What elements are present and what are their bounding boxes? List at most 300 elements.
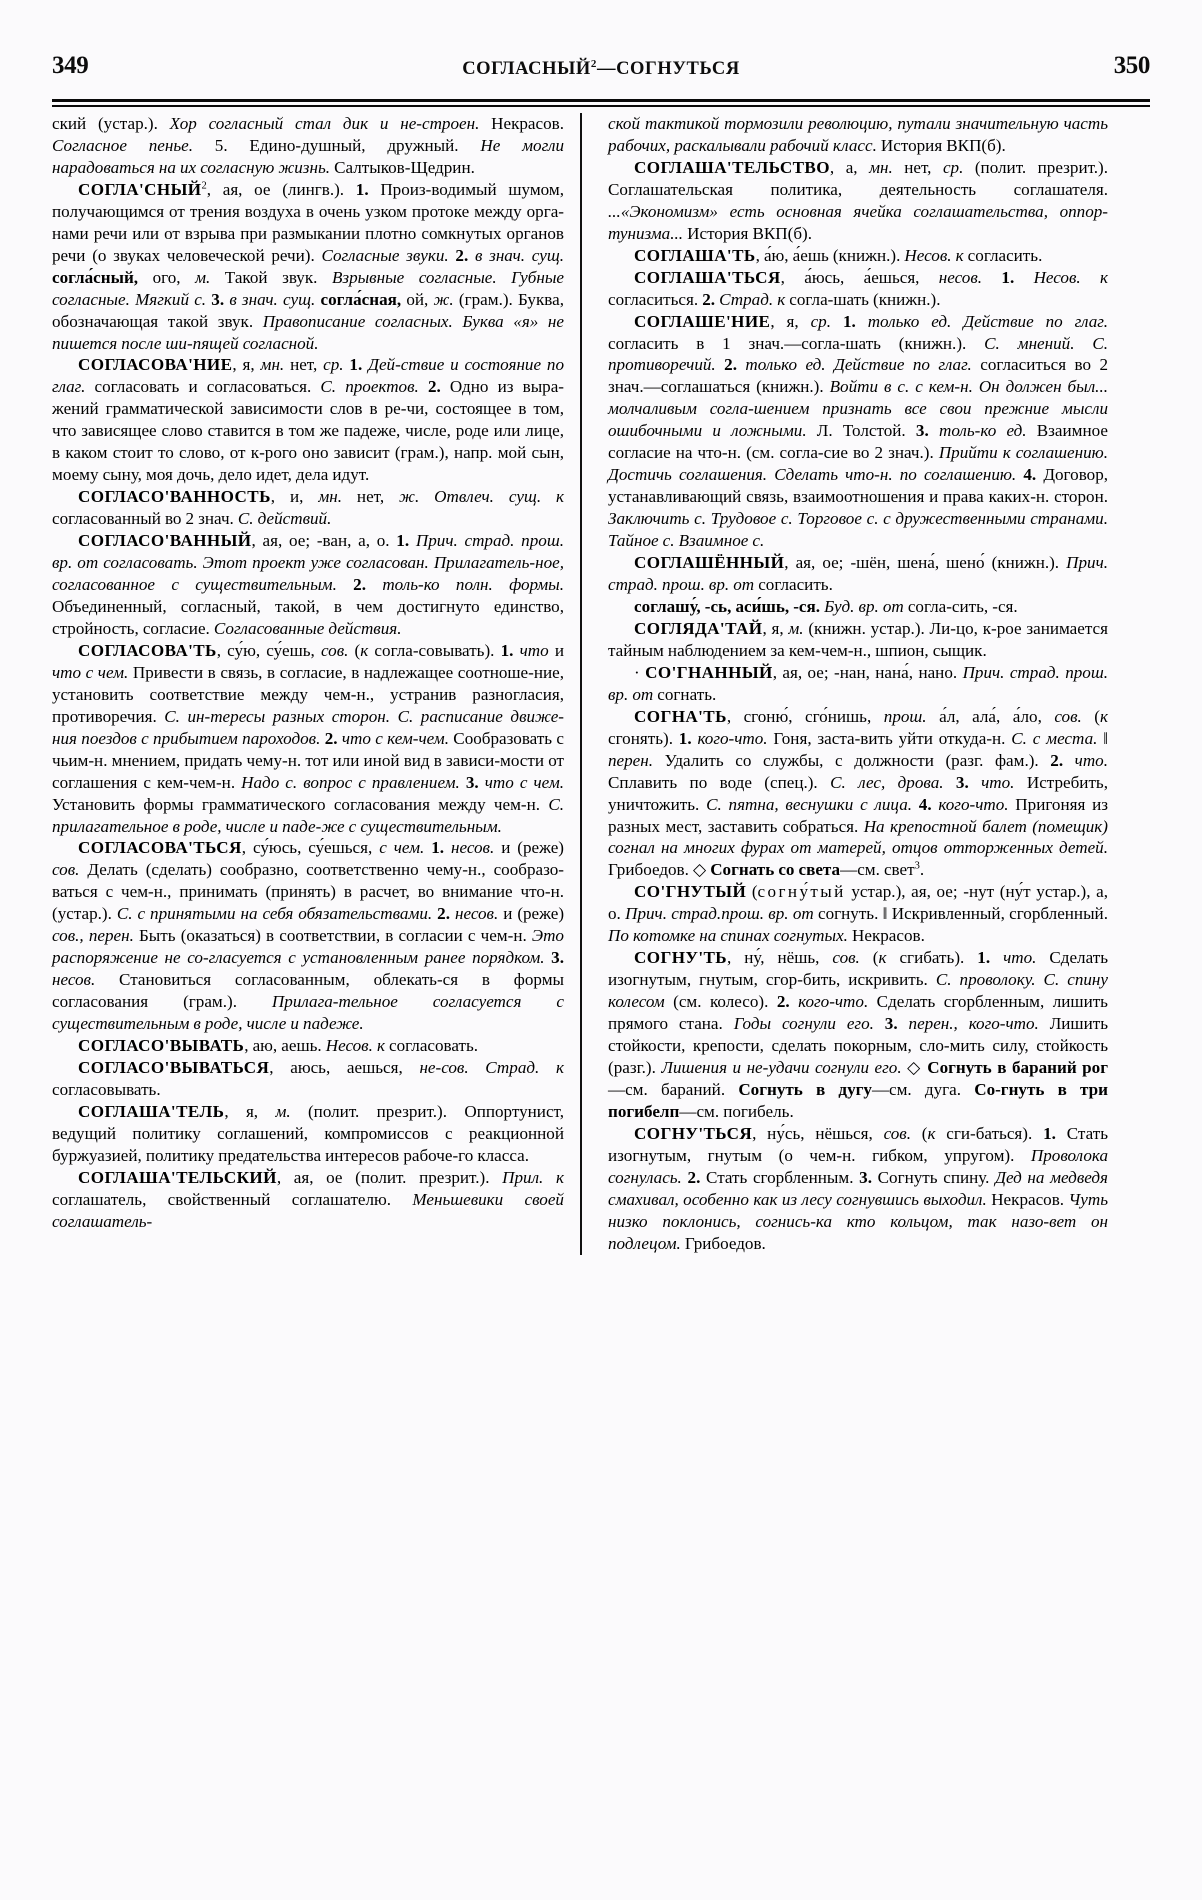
italic-text: к <box>878 948 887 968</box>
headword: СОГЛАША'ТЕЛЬСТВО <box>634 157 830 177</box>
body-text: (книжн. устар.). Ли-цо, к-рое занимается тайным наблюдением за кем-чем-н., шпион, сыщик. <box>608 618 1108 660</box>
italic-text: что с кем-чем. <box>341 728 449 748</box>
bold-text: 1. <box>1001 267 1015 287</box>
italic-text: С. пятна, веснушки с лица. <box>706 794 913 814</box>
bold-text: Согнуть в дугу <box>738 1079 872 1099</box>
body-text <box>1014 268 1033 287</box>
body-text: , и, <box>270 487 319 507</box>
right-column <box>580 113 1108 1255</box>
body-text: а́л, ала́, а́ло, <box>926 706 1055 726</box>
body-text <box>898 1014 909 1033</box>
bold-text: согла́сный, <box>52 267 139 287</box>
body-text: Стать сгорбленным. <box>700 1167 860 1187</box>
italic-text: Правописание согласных. Буква «я» не пишется после ши-пящей согласной. <box>52 311 564 353</box>
body-text: , ая, ое (лингв.). <box>206 179 356 199</box>
body-text: ‖ <box>1097 728 1109 748</box>
body-text: , я, <box>762 618 789 638</box>
body-text: Договор, устанавливающий связь, взаимоотношения и права каких-н. сторон. <box>608 465 1109 507</box>
dictionary-entry <box>52 530 564 640</box>
italic-text: мн. <box>869 157 893 177</box>
body-text: устар.), ая, ое; -нут (ну́т устар.), а, о. <box>608 882 1108 924</box>
italic-text: Прич. страд. прош. вр. от <box>608 553 1108 595</box>
body-text: Привести в связь, в согласие, в надлежащее соотноше-ние, установить соответствие между чем-н., устранив разногласия, противоречия. <box>52 662 564 726</box>
body-text <box>874 1014 885 1033</box>
running-head <box>52 58 1150 80</box>
italic-text: На крепостной балет (помещик) согнал на многих фурах от матерей, отцов отторженных детей. <box>608 816 1108 858</box>
italic-text: что <box>519 640 549 660</box>
body-text <box>912 795 919 814</box>
italic-text: несов. <box>451 838 495 858</box>
body-text: Некрасов. <box>479 114 564 133</box>
italic-text: Меньшевики своей соглашатель- <box>52 1189 564 1231</box>
italic-text: Надо с. вопрос с правлением. <box>241 772 460 792</box>
body-text: —см. дуга. <box>871 1079 975 1099</box>
dictionary-entry <box>52 354 564 486</box>
body-text <box>929 421 939 440</box>
headword: СО'ГНУТЫЙ <box>634 882 747 902</box>
body-text: · <box>634 662 640 682</box>
dictionary-entry <box>52 486 564 530</box>
header-rule-thin <box>52 105 1150 107</box>
body-text: Пригоняя из разных мест, заставить собраться. <box>608 794 1109 836</box>
headword: СОГЛАША'ТЕЛЬСКИЙ <box>78 1167 277 1187</box>
folio-left: 349 <box>52 52 89 79</box>
italic-text: ж. <box>399 487 420 507</box>
italic-text: Прил. <box>502 1167 544 1187</box>
page-header <box>52 52 1150 92</box>
body-text: согласиться. <box>608 289 703 309</box>
italic-text: С. ин-тересы разных сторон. С. расписание движе-ния поездов с прибытием пароходов. <box>52 706 564 748</box>
body-text: соглашатель, свойственный соглашателю. <box>52 1189 413 1209</box>
body-text: Установить формы грамматического согласования между чем-н. <box>52 794 549 814</box>
left-column <box>52 113 580 1255</box>
bold-text: 1. <box>396 531 410 551</box>
italic-text: перен. <box>608 750 654 770</box>
italic-text: несов. <box>52 970 96 990</box>
italic-text: Прич. страд. прош. вр. от согласовать. Этот проект уже согласован. Прилагатель-ное, согласованное с существительным. <box>52 531 564 595</box>
italic-text: сов. <box>320 640 349 660</box>
italic-text: в знач. сущ. <box>229 289 316 309</box>
body-text: ( <box>910 1123 928 1143</box>
body-text: , су́юсь, су́ешься, <box>241 838 380 858</box>
italic-text: сов. <box>52 860 80 880</box>
body-text: Лишить стойкости, крепости, сделать покорным, сло-мить силу, стойкость (разг.). <box>608 1014 1109 1077</box>
italic-text: что. <box>1074 750 1108 770</box>
italic-text: С. действий. <box>237 509 332 529</box>
folio-right: 350 <box>1113 52 1150 79</box>
dictionary-entry <box>608 662 1108 706</box>
bold-text: 2. <box>324 728 338 748</box>
headword: СОГЛАСОВА'ТЬСЯ <box>78 838 242 858</box>
bold-text: 2. <box>427 377 441 397</box>
bold-text: 1. <box>1043 1123 1056 1143</box>
body-text <box>366 575 382 594</box>
body-text: Произ-водимый шумом, получающимся от трения воздуха в очень узком протоке между орга-нами речи или от взрыва при размыкании плотно сомкнутых органов речи (о звуках человеческой речи). <box>52 179 564 265</box>
italic-text: с чем. <box>379 838 425 858</box>
bold-text: 3. <box>859 1167 872 1187</box>
body-text: Л. Толстой. <box>806 421 916 441</box>
italic-text: Несов. <box>325 1036 373 1056</box>
body-text: —см. свет <box>840 860 915 880</box>
italic-text: к <box>556 1167 564 1187</box>
dictionary-entry <box>608 267 1108 311</box>
headword: СОГЛАШЁННЫЙ <box>634 553 785 573</box>
body-text: нет, <box>284 355 324 375</box>
headword: СОГЛАША'ТЬ <box>634 245 756 265</box>
dictionary-entry <box>52 179 564 355</box>
italic-text: Лишения и не-удачи согнули его. <box>661 1057 902 1077</box>
italic-text: Согласованные действия. <box>213 618 402 638</box>
bold-text: 1. <box>500 640 514 660</box>
italic-text: м. <box>788 618 804 638</box>
body-text: . <box>919 860 925 880</box>
body-text: Салтыков-Щедрин. <box>330 157 475 177</box>
body-text: , ая, ое; -нан, нана́, нано. <box>772 662 963 682</box>
spaced-variant: согну́тый <box>757 882 846 902</box>
body-text: согнуть. ‖ Искривленный, сгорбленный. <box>813 904 1108 924</box>
body-text: и (реже) <box>494 838 564 858</box>
body-text: , аю, аешь. <box>244 1036 326 1056</box>
body-text: , а, <box>829 157 870 177</box>
body-text: Некрасов. <box>847 926 925 946</box>
italic-text: что с чем. <box>484 772 564 792</box>
headword: СОГЛАСО'ВАННЫЙ <box>78 531 252 551</box>
headword: СОГЛА'СНЫЙ <box>78 179 202 199</box>
bold-text: 2. <box>437 904 450 924</box>
italic-text: м. <box>275 1101 291 1121</box>
italic-text: С. проектов. <box>320 377 419 397</box>
dictionary-entry <box>608 706 1108 882</box>
running-head-superscript: 2 <box>590 58 597 70</box>
body-text <box>982 268 1001 287</box>
bold-text: 2. <box>724 355 737 375</box>
body-text: Некрасов. <box>986 1189 1069 1209</box>
headword: СОГЛАША'ТЕЛЬ <box>78 1101 225 1121</box>
body-text: , ая, ое; -ван, а, о. <box>251 531 397 551</box>
body-text <box>856 312 868 331</box>
body-text <box>539 1058 556 1077</box>
dictionary-entry <box>608 596 1108 618</box>
body-text: , су́ю, су́ешь, <box>216 640 321 660</box>
dictionary-entry <box>608 947 1108 1123</box>
italic-text: к <box>955 245 964 265</box>
body-text: , а́ю, а́ешь (книжн.). <box>755 245 905 265</box>
column-container <box>52 113 1150 1255</box>
italic-text: прош. <box>883 706 927 726</box>
italic-text: сов. <box>883 1123 911 1143</box>
body-text <box>419 487 434 506</box>
body-text: Грибоедов. ◇ <box>608 860 711 880</box>
italic-text: Не могли нарадоваться на их согласную жизнь. <box>52 135 565 177</box>
italic-text: По котомке на спинах согнутых. <box>608 926 848 946</box>
italic-text: Несов. <box>904 245 952 265</box>
italic-text: ской тактикой тормозили революцию, путали значительную часть рабочих, раскалывали рабочий класс. <box>608 114 1108 155</box>
body-text <box>337 575 353 594</box>
bold-text: 3. <box>551 948 564 968</box>
body-text: Грибоедов. <box>680 1233 766 1253</box>
body-text: Сообразовать с чьим-н. мнением, придать чему-н. тот или иной вид в зависи-мости от соглашения с кем-чем-н. <box>52 728 565 792</box>
body-text <box>1063 751 1075 770</box>
italic-text: Дед на медведя смахивал, особенно как из лесу согнувшись выходил. <box>608 1167 1109 1209</box>
dictionary-entry <box>608 1123 1108 1255</box>
body-text: (см. колесо). <box>664 992 777 1012</box>
italic-text: к <box>927 1123 936 1143</box>
italic-text: толь-ко полн. формы. <box>382 575 565 595</box>
italic-text: Годы согнули его. <box>733 1014 874 1034</box>
italic-text: Согласные звуки. <box>321 245 449 265</box>
body-text: согла-сить, -ся. <box>903 596 1018 616</box>
body-text: Быть (оказаться) в соответствии, в согласии с чем-н. <box>133 926 532 946</box>
dictionary-entry <box>608 113 1108 157</box>
body-text: согласовывать. <box>52 1079 161 1099</box>
headword: СОГЛАША'ТЬСЯ <box>634 267 781 287</box>
bold-text: согла́сная, <box>320 289 402 309</box>
dictionary-entry <box>608 552 1108 596</box>
body-text: Сделать сгорбленным, лишить прямого стана. <box>608 992 1108 1034</box>
body-text: ого, <box>138 267 196 287</box>
body-text: согласить. <box>963 245 1043 265</box>
bold-text: Со-гнуть в три погибелп <box>608 1079 1108 1121</box>
body-text <box>444 838 451 857</box>
italic-text: Войти в с. с кем-н. Он должен был... молчаливым согла-шением признать все свои прежние мысли ошибочными и ложными. <box>608 377 1108 441</box>
header-rule-thick <box>52 99 1150 102</box>
italic-text: сов. <box>832 948 860 968</box>
italic-text: несов. <box>454 904 499 924</box>
dictionary-entry <box>608 618 1108 662</box>
body-text: согласить. <box>754 575 833 595</box>
body-text: (грам.). Буква, обозначающая такой звук. <box>52 289 564 331</box>
body-text: Стать изогнутым, гнутым (о чем-н. гибком, упругом). <box>608 1123 1108 1165</box>
italic-text: только ед. Действие по глаг. <box>745 355 972 375</box>
headword: СОГЛАСО'ВЫВАТЬСЯ <box>78 1057 270 1077</box>
italic-text: к <box>376 1036 385 1056</box>
bold-text: 3. <box>884 1014 898 1034</box>
italic-text: С. с места. <box>1011 728 1098 748</box>
italic-text: С. с принятыми на себя обязательствами. <box>116 904 433 924</box>
italic-text: ...«Экономизм» есть основная ячейка соглашательства, оппор-тунизма... <box>608 201 1108 243</box>
body-text: согласиться во 2 знач.—соглашаться (книжн.). <box>608 355 1108 397</box>
italic-text: Прич. страд. прош. вр. от <box>608 662 1109 704</box>
body-text: сгонять). <box>608 728 679 748</box>
body-text <box>541 487 556 506</box>
italic-text: мн. <box>318 487 342 507</box>
italic-text: в знач. сущ. <box>475 245 565 265</box>
italic-text: С. лес, дрова. <box>830 772 944 792</box>
italic-text: Дей-ствие и состояние по глаг. <box>52 355 565 397</box>
bold-text: 2. <box>1050 750 1064 770</box>
bold-text: 1. <box>977 948 991 968</box>
body-text: , я, <box>232 355 261 375</box>
italic-text: Хор согласный стал дик и не-строен. <box>169 114 480 133</box>
body-text: согласить в 1 знач.—согла-шать (книжн.). <box>608 333 985 353</box>
body-text: ◇ <box>901 1057 928 1077</box>
italic-text: несов. <box>938 267 983 287</box>
italic-text: к <box>360 640 369 660</box>
italic-text: Проволока согнулась. <box>608 1145 1108 1187</box>
superscript-marker: 2 <box>201 180 207 192</box>
bold-text: соглашу́, -сь, аси́шь, -ся. <box>634 596 821 616</box>
body-text: ( <box>348 640 361 660</box>
headword: СОГЛАСОВА'ТЬ <box>78 640 217 660</box>
body-text: нет, <box>892 157 943 177</box>
italic-text: Прилага-тельное согласуется с существительным в роде, числе и падеже. <box>52 992 564 1034</box>
body-text: Становиться согласованным, облекать-ся в формы согласования (грам.). <box>52 970 564 1012</box>
body-text: 5. Едино-душный, дружный. <box>192 135 481 155</box>
body-text: и (реже) <box>498 904 565 924</box>
body-text <box>543 1168 556 1187</box>
bold-text: 1. <box>842 311 856 331</box>
body-text: Сделать изогнутым, гнутым, сгор-бить, искривить. <box>608 948 1109 990</box>
dictionary-entry <box>52 113 564 179</box>
body-text: и <box>548 640 564 660</box>
italic-text: к <box>777 289 786 309</box>
italic-text: С. прилагательное в роде, числе и паде-же с существительным. <box>52 794 564 836</box>
body-text: Удалить со службы, с должности (разг. фам.). <box>653 750 1051 770</box>
italic-text: только ед. Действие по глаг. <box>867 311 1108 331</box>
bold-text: 3. <box>915 421 929 441</box>
body-text: согласовать. <box>384 1036 479 1056</box>
dictionary-entry <box>52 1167 564 1233</box>
italic-text: Согласное пенье. <box>52 135 193 155</box>
italic-text: к <box>556 487 565 507</box>
body-text: сгибать). <box>886 948 978 968</box>
body-text: История ВКП(б). <box>876 135 1006 155</box>
body-text: Согнуть спину. <box>871 1167 996 1187</box>
dictionary-entry <box>608 881 1108 947</box>
body-text: , я, <box>770 311 811 331</box>
bold-text: 3. <box>465 772 479 792</box>
body-text: , ая, ое (полит. презрит.). <box>276 1167 503 1187</box>
headword: СОГЛАШЕ'НИЕ <box>634 311 771 331</box>
headword: СОГЛАСО'ВАННОСТЬ <box>78 487 271 507</box>
body-text: ой, <box>401 289 434 309</box>
italic-text: С. проволоку. С. спину колесом <box>608 970 1108 1012</box>
body-text: , ая, ое; -шён, шена́, шено́ (книжн.). <box>784 553 1067 573</box>
italic-text: что. <box>981 772 1015 792</box>
italic-text: толь-ко ед. <box>938 421 1027 441</box>
italic-text: мн. <box>260 355 285 375</box>
italic-text: не-сов. Страд. <box>419 1057 540 1077</box>
bold-text: 1. <box>355 179 369 199</box>
italic-text: Отвлеч. сущ. <box>434 487 542 507</box>
bold-text: 2. <box>702 289 716 309</box>
body-text <box>831 312 843 331</box>
body-text: ский (устар.). <box>52 114 170 133</box>
body-text <box>716 355 724 374</box>
italic-text: Заключить с. Трудовое с. Торговое с. с дружественными странами. Тайное с. Взаимное с. <box>608 509 1108 551</box>
body-text: согнать. <box>653 684 717 704</box>
body-text: , аюсь, аешься, <box>269 1057 420 1077</box>
body-text: Сплавить по воде (спец.). <box>608 772 831 792</box>
italic-text: сов. <box>1054 706 1082 726</box>
bold-text: 2. <box>353 575 366 595</box>
running-head-word: СОГЛАСНЫЙ <box>462 59 591 80</box>
body-text: согла-совывать). <box>368 640 501 660</box>
body-text <box>944 773 956 792</box>
body-text: Гоня, заста-вить уйти откуда-н. <box>767 728 1012 748</box>
dictionary-entry <box>52 1057 564 1101</box>
body-text: , а́юсь, а́ешься, <box>780 267 939 287</box>
italic-text: Прийти к соглашению. Достичь соглашения. Сделать что-н. по соглашению. <box>608 443 1108 485</box>
body-text: Одно из выра-жений грамматической зависимости слов в ре-чи, состоящее в том, что зависящее слово ставится в том же падеже, числе, роде или лице, в каком стоит то слово, от к-рого оно зависит (грам.), напр. мой сын, моему сыну, моя дочь, дело идет, дела идут. <box>52 377 565 485</box>
body-text <box>419 377 428 396</box>
headword: СОГЛАСОВА'НИЕ <box>78 355 233 375</box>
dictionary-entry <box>52 640 564 838</box>
italic-text: кого-что. <box>697 728 768 748</box>
italic-text: Это распоряжение не со-гласуется с установленным ранее порядком. <box>52 926 564 968</box>
body-text: Такой звук. <box>210 267 332 287</box>
bold-text: 1. <box>431 838 445 858</box>
italic-text: С. мнений. С. противоречий. <box>608 333 1108 375</box>
headword: СОГЛАСО'ВЫВАТЬ <box>78 1036 245 1056</box>
italic-text: м. <box>195 267 211 287</box>
body-text: сги-баться). <box>935 1123 1044 1143</box>
italic-text: Буд. вр. от <box>824 596 904 616</box>
body-text: Объединенный, согласный, такой, в чем достигнуто единство, стройность, согласие. <box>52 596 564 638</box>
body-text: , ну́, нёшь, <box>727 948 833 968</box>
body-text: , сгоню́, сго́нишь, <box>726 706 884 726</box>
headword: СОГЛЯДА'ТАЙ <box>634 618 763 638</box>
italic-text: к <box>1099 706 1108 726</box>
body-text: ( <box>859 948 879 968</box>
bold-text: Согнуть в бараний рог <box>927 1057 1108 1077</box>
bold-text: 3. <box>955 772 969 792</box>
italic-text: Чуть низко поклонись, согнись-ка кто кольцом, так назо-вет он подлецом. <box>608 1189 1108 1253</box>
dictionary-entry <box>608 245 1108 267</box>
body-text: , я, <box>224 1101 276 1121</box>
running-head-tail: —СОГНУТЬСЯ <box>596 59 740 80</box>
italic-text: Несов. <box>1033 267 1081 287</box>
bold-text: Согнать со света <box>710 860 841 880</box>
body-text: нет, <box>342 487 400 507</box>
dictionary-entry <box>52 1101 564 1167</box>
headword: СОГНА'ТЬ <box>634 706 727 726</box>
bold-text: 2. <box>455 245 469 265</box>
italic-text: Взрывные согласные. Губные согласные. Мягкий с. <box>52 267 564 309</box>
bold-text: 4. <box>1023 465 1037 485</box>
italic-text: что с чем. <box>52 662 129 682</box>
italic-text: Страд. <box>719 289 774 309</box>
italic-text: ср. <box>323 355 344 375</box>
bold-text: 2. <box>687 1167 701 1187</box>
bold-text: 3. <box>211 289 225 309</box>
dictionary-entry <box>608 311 1108 552</box>
italic-text: ср. <box>942 157 964 177</box>
headword: СОГНУ'ТЬСЯ <box>634 1123 753 1143</box>
dictionary-entry <box>52 837 564 1035</box>
body-text <box>969 773 981 792</box>
body-text: согласованный во 2 знач. <box>52 509 238 529</box>
body-text: согла-шать (книжн.). <box>785 289 941 309</box>
italic-text: перен., кого-что. <box>908 1014 1039 1034</box>
superscript-marker: 3 <box>914 860 920 872</box>
body-text: (полит. презрит.). Оппортунист, ведущий политику соглашений, компромиссов с реакционной буржуазией, политику предательства интересов рабоче-го класса. <box>52 1101 564 1165</box>
bold-text: 1. <box>349 355 363 375</box>
bold-text: 1. <box>678 728 692 748</box>
italic-text: сов., перен. <box>52 926 134 946</box>
body-text: (полит. презрит.). Соглашательская политика, деятельность соглашателя. <box>608 157 1109 199</box>
dictionary-entry <box>52 1035 564 1057</box>
body-text: ( <box>1081 706 1100 726</box>
body-text: ( <box>746 882 758 902</box>
italic-text: Прич. страд.прош. вр. от <box>625 904 814 924</box>
body-text: История ВКП(б). <box>683 223 812 243</box>
italic-text: кого-что. <box>938 794 1009 814</box>
italic-text: ж. <box>433 289 454 309</box>
body-text: —см. погибель. <box>679 1101 794 1121</box>
body-text <box>790 992 798 1011</box>
dictionary-entry <box>608 157 1108 245</box>
